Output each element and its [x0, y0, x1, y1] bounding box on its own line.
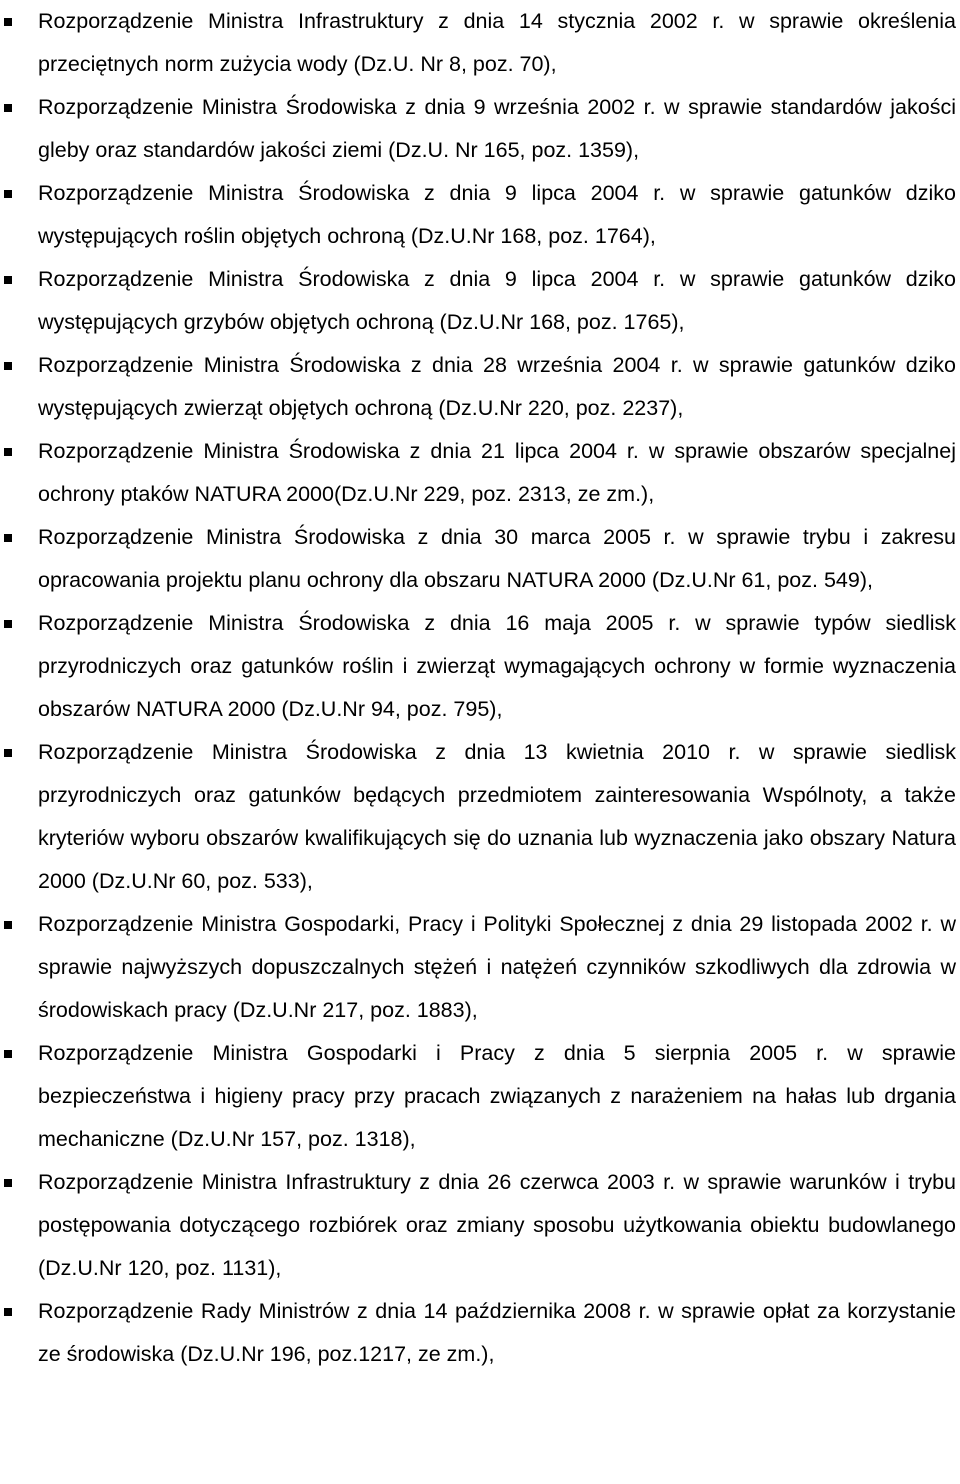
- list-item: [0, 516, 960, 602]
- bullet-icon: [4, 620, 12, 628]
- list-item: [0, 903, 960, 1032]
- list-item: [0, 1032, 960, 1161]
- list-item-text: Rozporządzenie Rady Ministrów z dnia 14 października 2008 r. w sprawie opłat za korzystanie ze środowiska (Dz.U.Nr 196, poz.1217, ze zm.),: [38, 1299, 956, 1366]
- bullet-icon: [4, 276, 12, 284]
- bullet-icon: [4, 18, 12, 26]
- list-item-text: Rozporządzenie Ministra Gospodarki, Pracy i Polityki Społecznej z dnia 29 listopada 2002 r. w sprawie najwyższych dopuszczalnych stężeń i natężeń czynników szkodliwych dla zdrowia w środowiskach pracy (Dz.U.Nr 217, poz. 1883),: [38, 912, 956, 1022]
- list-item: [0, 1290, 960, 1376]
- list-item: [0, 1161, 960, 1290]
- list-item-text: Rozporządzenie Ministra Środowiska z dnia 9 lipca 2004 r. w sprawie gatunków dziko występujących grzybów objętych ochroną (Dz.U.Nr 168, poz. 1765),: [38, 267, 956, 334]
- bullet-icon: [4, 1050, 12, 1058]
- bullet-icon: [4, 190, 12, 198]
- bullet-icon: [4, 1179, 12, 1187]
- list-item: [0, 258, 960, 344]
- list-item: [0, 0, 960, 86]
- list-item: [0, 344, 960, 430]
- list-item-text: Rozporządzenie Ministra Gospodarki i Pracy z dnia 5 sierpnia 2005 r. w sprawie bezpieczeństwa i higieny pracy przy pracach związanych z narażeniem na hałas lub drgania mechaniczne (Dz.U.Nr 157, poz. 1318),: [38, 1041, 956, 1151]
- list-item-text: Rozporządzenie Ministra Środowiska z dnia 30 marca 2005 r. w sprawie trybu i zakresu opracowania projektu planu ochrony dla obszaru NATURA 2000 (Dz.U.Nr 61, poz. 549),: [38, 525, 956, 592]
- list-item-text: Rozporządzenie Ministra Infrastruktury z dnia 14 stycznia 2002 r. w sprawie określenia przeciętnych norm zużycia wody (Dz.U. Nr 8, poz. 70),: [38, 9, 956, 76]
- bullet-icon: [4, 104, 12, 112]
- bullet-icon: [4, 362, 12, 370]
- bullet-icon: [4, 921, 12, 929]
- list-item-text: Rozporządzenie Ministra Środowiska z dnia 21 lipca 2004 r. w sprawie obszarów specjalnej ochrony ptaków NATURA 2000(Dz.U.Nr 229, poz. 2313, ze zm.),: [38, 439, 956, 506]
- list-item-text: Rozporządzenie Ministra Środowiska z dnia 28 września 2004 r. w sprawie gatunków dziko występujących zwierząt objętych ochroną (Dz.U.Nr 220, poz. 2237),: [38, 353, 956, 420]
- list-item-text: Rozporządzenie Ministra Środowiska z dnia 9 września 2002 r. w sprawie standardów jakości gleby oraz standardów jakości ziemi (Dz.U. Nr 165, poz. 1359),: [38, 95, 956, 162]
- list-item-text: Rozporządzenie Ministra Środowiska z dnia 13 kwietnia 2010 r. w sprawie siedlisk przyrodniczych oraz gatunków będących przedmiotem zainteresowania Wspólnoty, a także kryteriów wyboru obszarów kwalifikujących się do uznania lub wyznaczenia jako obszary Natura 2000 (Dz.U.Nr 60, poz. 533),: [38, 740, 956, 893]
- bullet-icon: [4, 448, 12, 456]
- list-item-text: Rozporządzenie Ministra Infrastruktury z dnia 26 czerwca 2003 r. w sprawie warunków i trybu postępowania dotyczącego rozbiórek oraz zmiany sposobu użytkowania obiektu budowlanego (Dz.U.Nr 120, poz. 1131),: [38, 1170, 956, 1280]
- list-item-text: Rozporządzenie Ministra Środowiska z dnia 9 lipca 2004 r. w sprawie gatunków dziko występujących roślin objętych ochroną (Dz.U.Nr 168, poz. 1764),: [38, 181, 956, 248]
- bullet-icon: [4, 1308, 12, 1316]
- bullet-icon: [4, 534, 12, 542]
- bullet-icon: [4, 749, 12, 757]
- list-item: [0, 602, 960, 731]
- list-item: [0, 86, 960, 172]
- list-item: [0, 172, 960, 258]
- list-item: [0, 731, 960, 903]
- list-item: [0, 430, 960, 516]
- list-item-text: Rozporządzenie Ministra Środowiska z dnia 16 maja 2005 r. w sprawie typów siedlisk przyrodniczych oraz gatunków roślin i zwierząt wymagających ochrony w formie wyznaczenia obszarów NATURA 2000 (Dz.U.Nr 94, poz. 795),: [38, 611, 956, 721]
